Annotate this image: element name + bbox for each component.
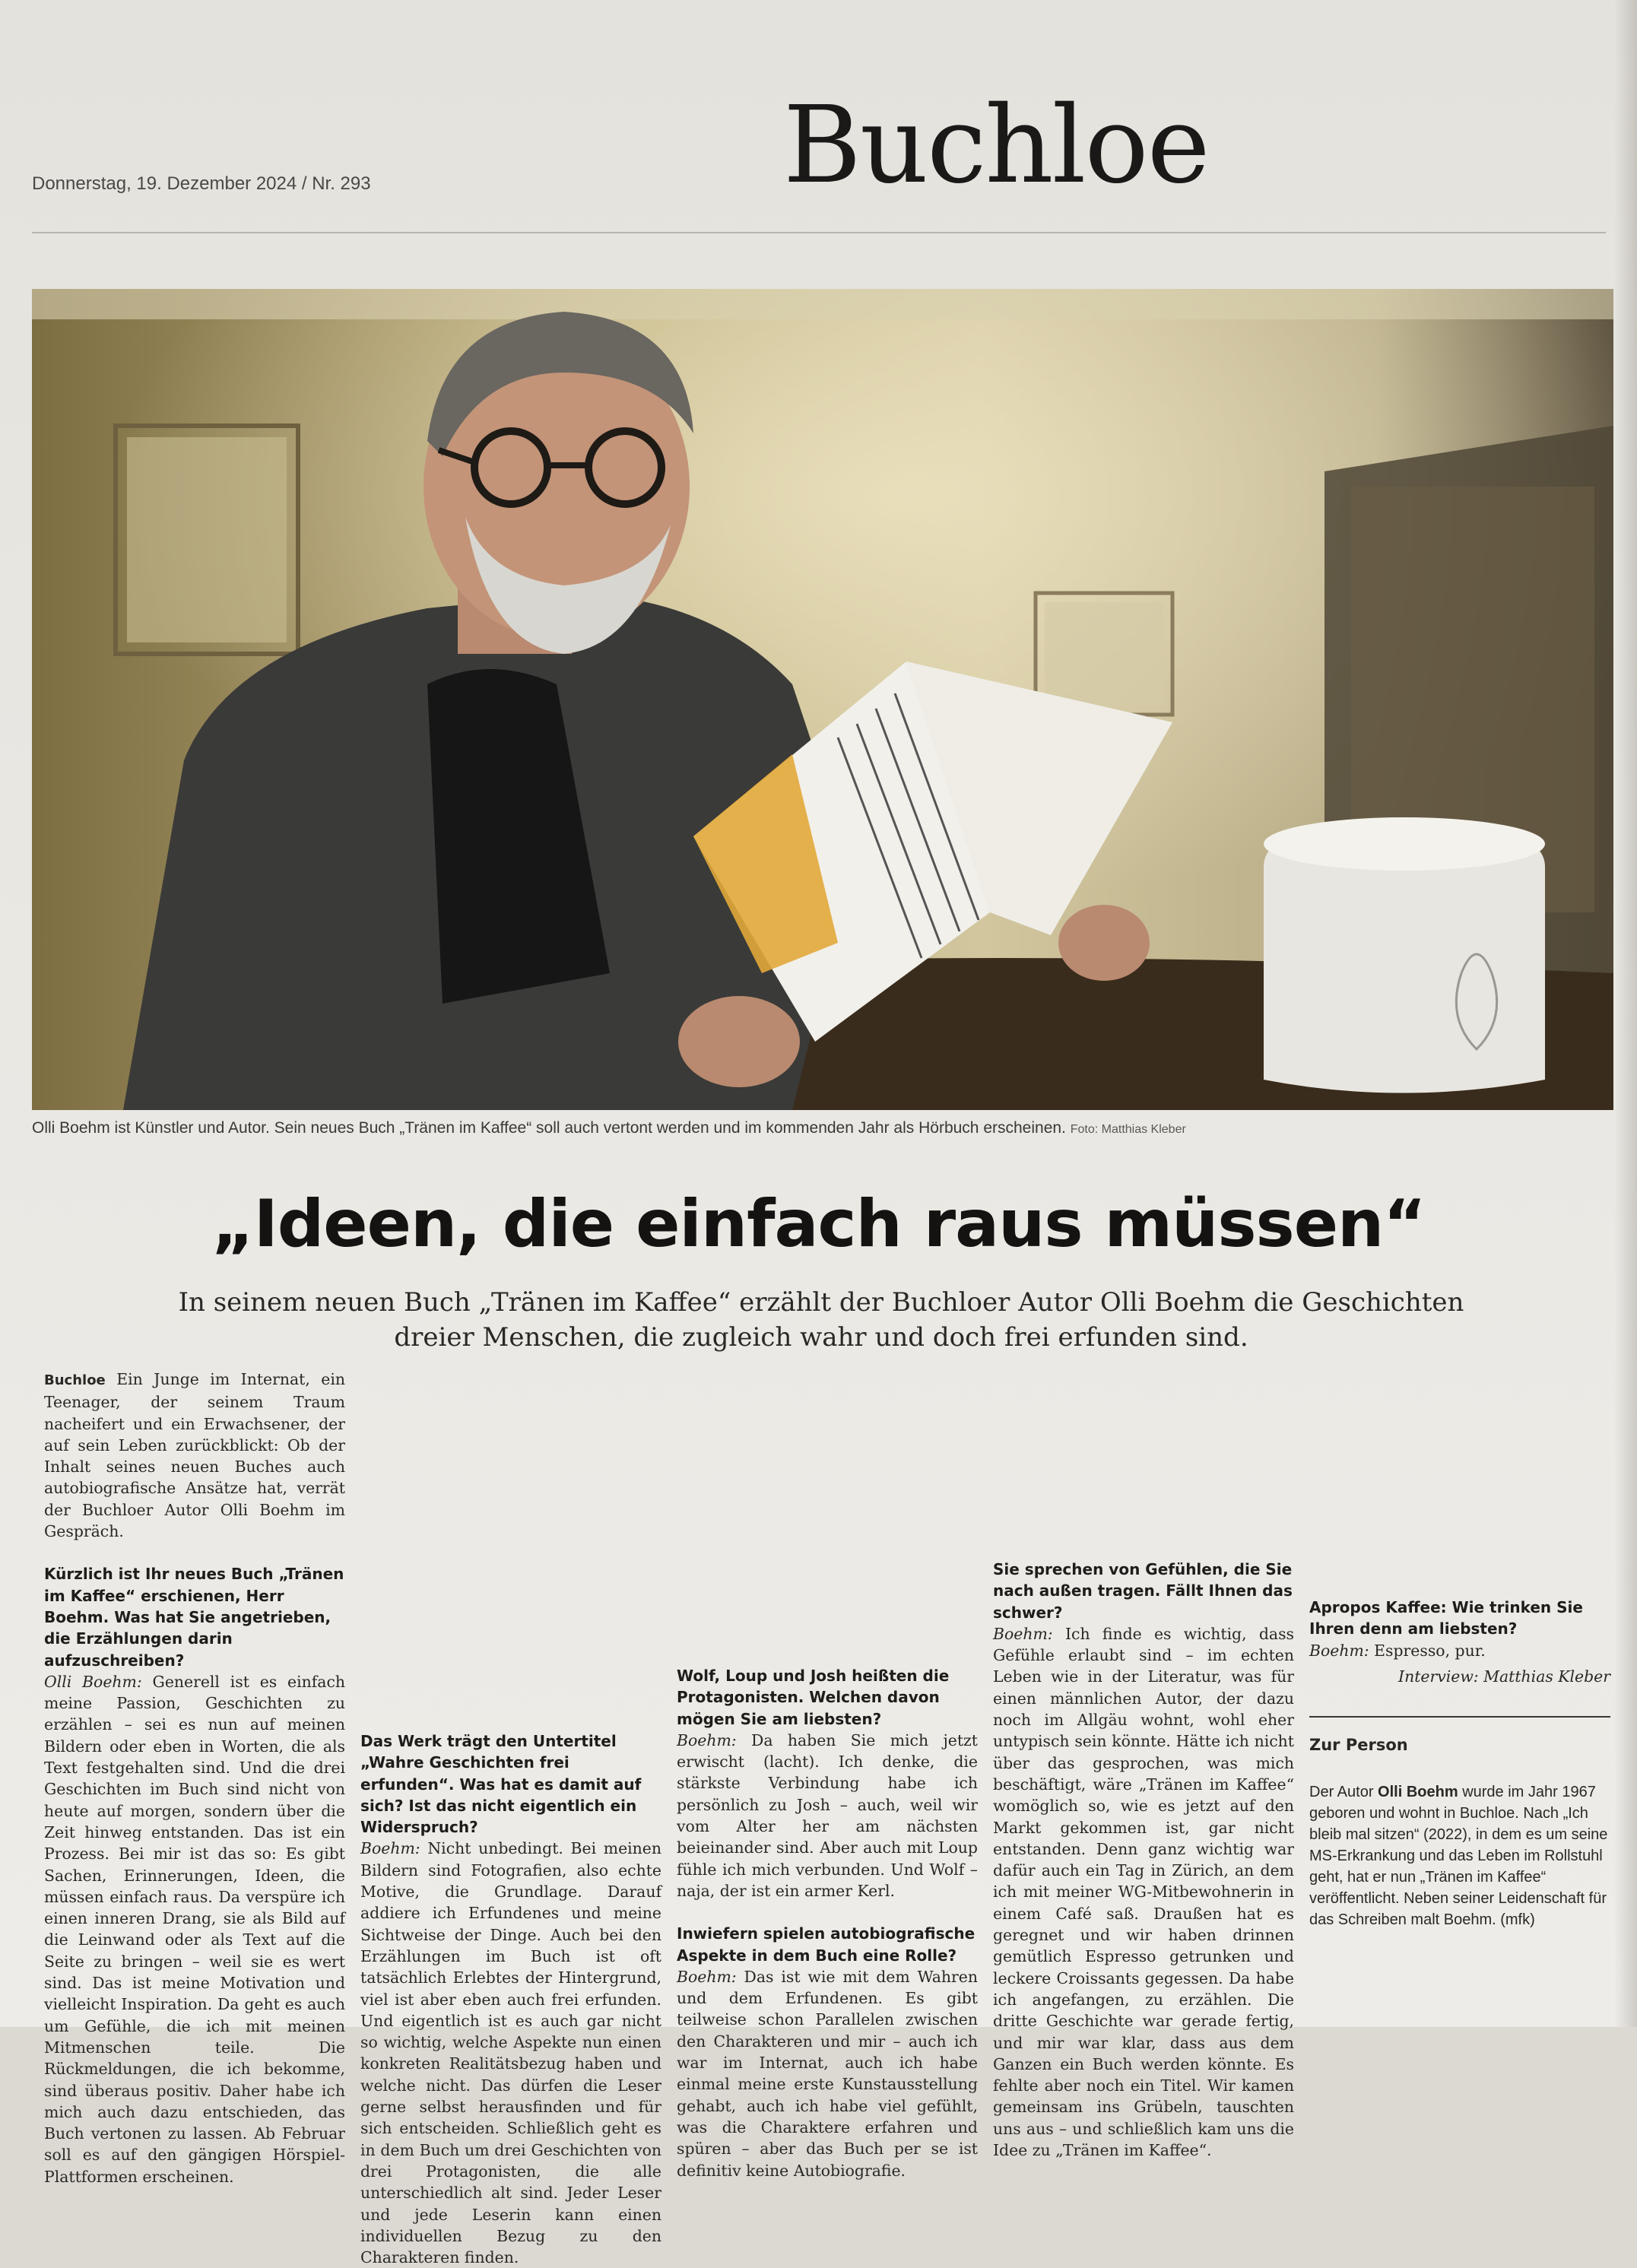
question-1: Kürzlich ist Ihr neues Buch „Tränen im Kaffee“ erschienen, Herr Boehm. Was hat Sie angetrieben, die Erzählungen darin aufzuschreiben? bbox=[44, 1565, 344, 1670]
question-3: Wolf, Loup und Josh heißten die Protagonisten. Welchen davon mögen Sie am liebsten? bbox=[677, 1667, 950, 1728]
photo-credit: Foto: Matthias Kleber bbox=[1070, 1123, 1186, 1136]
answer-2 bbox=[360, 1838, 661, 2268]
header-rule bbox=[32, 232, 1606, 233]
answer-1-speaker: Olli Boehm: bbox=[44, 1672, 142, 1691]
answer-1 bbox=[44, 1671, 345, 2187]
photo-illustration bbox=[32, 289, 1613, 1110]
answer-1-text: Generell ist es einfach meine Passion, Geschichten zu erzählen – sei es nun auf meinen Bildern oder eben in Worten, die als Text festgehalten sind. Und die drei Geschichten im Buch sind nicht von heute auf morgen, sondern über die Zeit hinweg entstanden. Das ist ein Prozess. Bei mir ist das so: Es gibt Sachen, Erinnerungen, Ideen, die müssen einfach raus. Da verspüre ich einen inneren Drang, sie als Bild auf die Leinwand oder als Text auf die Seite zu bringen – weil sie es wert sind. Das ist meine Motivation und vielleicht Inspiration. Da geht es auch um Gefühle, die ich mit meinen Mitmenschen teile. Die Rückmeldungen, die ich bekomme, sind überaus positiv. Daher habe ich mich auch dazu entschieden, das Buch vertonen zu lassen. Ab Februar soll es auf den gängigen Hörspiel-Plattformen erscheinen. bbox=[44, 1672, 345, 2186]
answer-6 bbox=[1309, 1640, 1610, 1661]
article-subheadline: In seinem neuen Buch „Tränen im Kaffee“ erzählt der Buchloer Autor Olli Boehm die Geschichten dreier Menschen, die zugleich wahr und doch frei erfunden sind. bbox=[178, 1287, 1464, 1353]
answer-5 bbox=[993, 1623, 1294, 2161]
info-box-text-before: Der Autor bbox=[1309, 1784, 1374, 1801]
info-box-rule bbox=[1309, 1716, 1610, 1718]
issue-dateline: Donnerstag, 19. Dezember 2024 / Nr. 293 bbox=[32, 173, 371, 194]
column-3 bbox=[677, 1665, 978, 2181]
answer-3-speaker: Boehm: bbox=[677, 1730, 737, 1749]
answer-4 bbox=[677, 1966, 978, 2181]
column-2 bbox=[360, 1730, 661, 2268]
photo-caption bbox=[32, 1119, 1613, 1137]
column-4 bbox=[993, 1559, 1294, 2161]
interview-credit: Interview: Matthias Kleber bbox=[1398, 1667, 1610, 1686]
info-box-title: Zur Person bbox=[1309, 1736, 1408, 1755]
info-box-name: Olli Boehm bbox=[1378, 1784, 1458, 1801]
column-5 bbox=[1309, 1597, 1610, 1930]
answer-3 bbox=[677, 1730, 978, 1902]
answer-4-speaker: Boehm: bbox=[677, 1967, 737, 1986]
question-6: Apropos Kaffee: Wie trinken Sie Ihren denn am liebsten? bbox=[1309, 1598, 1583, 1638]
intro-paragraph bbox=[44, 1369, 345, 1542]
answer-6-speaker: Boehm: bbox=[1309, 1641, 1369, 1660]
answer-3-text: Da haben Sie mich jetzt erwischt (lacht). Ich denke, die stärkste Verbindung habe ich persönlich zu Josh – auch, weil wir vom Alter her am nächsten beieinander sind. Aber auch mit Loup fühle ich mich verbunden. Und Wolf – naja, der ist ein armer Kerl. bbox=[677, 1730, 978, 1900]
caption-text: Olli Boehm ist Künstler und Autor. Sein neues Buch „Tränen im Kaffee“ soll auch vertont werden und im kommenden Jahr als Hörbuch erscheinen. bbox=[32, 1119, 1066, 1137]
question-2: Das Werk trägt den Untertitel „Wahre Geschichten frei erfunden“. Was hat es damit auf sich? Ist das nicht eigentlich ein Widerspruch? bbox=[360, 1732, 642, 1837]
page-edge-shadow bbox=[1614, 0, 1637, 2027]
answer-6-text: Espresso, pur. bbox=[1374, 1641, 1486, 1660]
info-box-text-after: wurde im Jahr 1967 geboren und wohnt in Buchloe. Nach „Ich bleib mal sitzen“ (2022), in dem es um seine MS-Erkrankung und das Leben im Rollstuhl geht, hat er nun „Tränen im Kaffee“ veröffentlicht. Neben seiner Leidenschaft für das Schreiben malt Boehm. (mfk) bbox=[1309, 1784, 1608, 1929]
question-4: Inwiefern spielen autobiografische Aspekte in dem Buch eine Rolle? bbox=[677, 1924, 976, 1965]
dateline-place: Buchloe bbox=[44, 1372, 106, 1388]
question-5: Sie sprechen von Gefühlen, die Sie nach außen tragen. Fällt Ihnen das schwer? bbox=[993, 1560, 1293, 1622]
answer-4-text: Das ist wie mit dem Wahren und dem Erfundenen. Es gibt teilweise schon Parallelen zwischen den Charakteren und mir – auch ich war im Internat, auch ich habe einmal meine erste Kunstausstellung gehabt, auch ich habe viel gefühlt, was die Charaktere erfahren und spüren – aber das Buch per se ist definitiv keine Autobiografie. bbox=[677, 1967, 978, 2180]
article-body bbox=[44, 1369, 1610, 2267]
intro-text: Ein Junge im Internat, ein Teenager, der seinem Traum nacheifert und ein Erwachsener, der auf sein Leben zurückblickt: Ob der Inhalt seines neuen Buches auch autobiografische Ansätze hat, verrät der Buchloer Autor Olli Boehm im Gespräch. bbox=[44, 1370, 345, 1541]
answer-2-text: Nicht unbedingt. Bei meinen Bildern sind Fotografien, also echte Motive, die Grundlage. Darauf addiere ich Erfundenes und meine Sichtweise der Dinge. Auch bei den Erzählungen im Buch ist oft tatsächlich Erlebtes der Hintergrund, viel ist aber eben auch frei erfunden. Und eigentlich ist es auch gar nicht so wichtig, welche Aspekte nun einen konkreten Realitätsbezug haben und welche nicht. Das dürfen die Leser gerne selbst herausfinden und für sich entscheiden. Schließlich geht es in dem Buch um drei Geschichten von drei Protagonisten, die alle unterschiedlich alt sind. Jeder Leser und jede Leserin kann einen individuellen Bezug zu den Charakteren finden. bbox=[360, 1839, 662, 2267]
answer-5-text: Ich finde es wichtig, dass Gefühle erlaubt sind – im echten Leben wie in der Literatur, was für einen männlichen Autor, der dazu noch im Allgäu wohnt, wohl eher untypisch sein könnte. Hätte ich nicht über das gesprochen, was mich beschäftigt, wäre „Tränen im Kaffee“ womöglich so, wie es jetzt auf den Markt gekommen ist, gar nicht entstanden. Denn ganz wichtig war dafür auch ein Tag in Zürich, an dem ich mit meiner WG-Mitbewohnerin in einem Café saß. Draußen hat es geregnet und wir haben drinnen gemütlich Espresso getrunken und leckere Croissants gegessen. Da habe ich angefangen, zu erzählen. Die dritte Geschichte war gerade fertig, und mir war klar, dass aus dem Ganzen ein Buch werden könnte. Es fehlte aber noch ein Titel. Wir kamen gemeinsam ins Grübeln, tauschten uns aus – und schließlich kam uns die Idee zu „Tränen im Kaffee“. bbox=[993, 1624, 1295, 2160]
article-photo bbox=[32, 289, 1613, 1110]
column-1 bbox=[44, 1369, 345, 2187]
answer-2-speaker: Boehm: bbox=[360, 1839, 420, 1858]
info-box-body bbox=[1309, 1781, 1610, 1930]
answer-5-speaker: Boehm: bbox=[993, 1624, 1053, 1643]
masthead-title: Buchloe bbox=[783, 84, 1209, 208]
article-headline: „Ideen, die einfach raus müssen“ bbox=[211, 1186, 1426, 1262]
